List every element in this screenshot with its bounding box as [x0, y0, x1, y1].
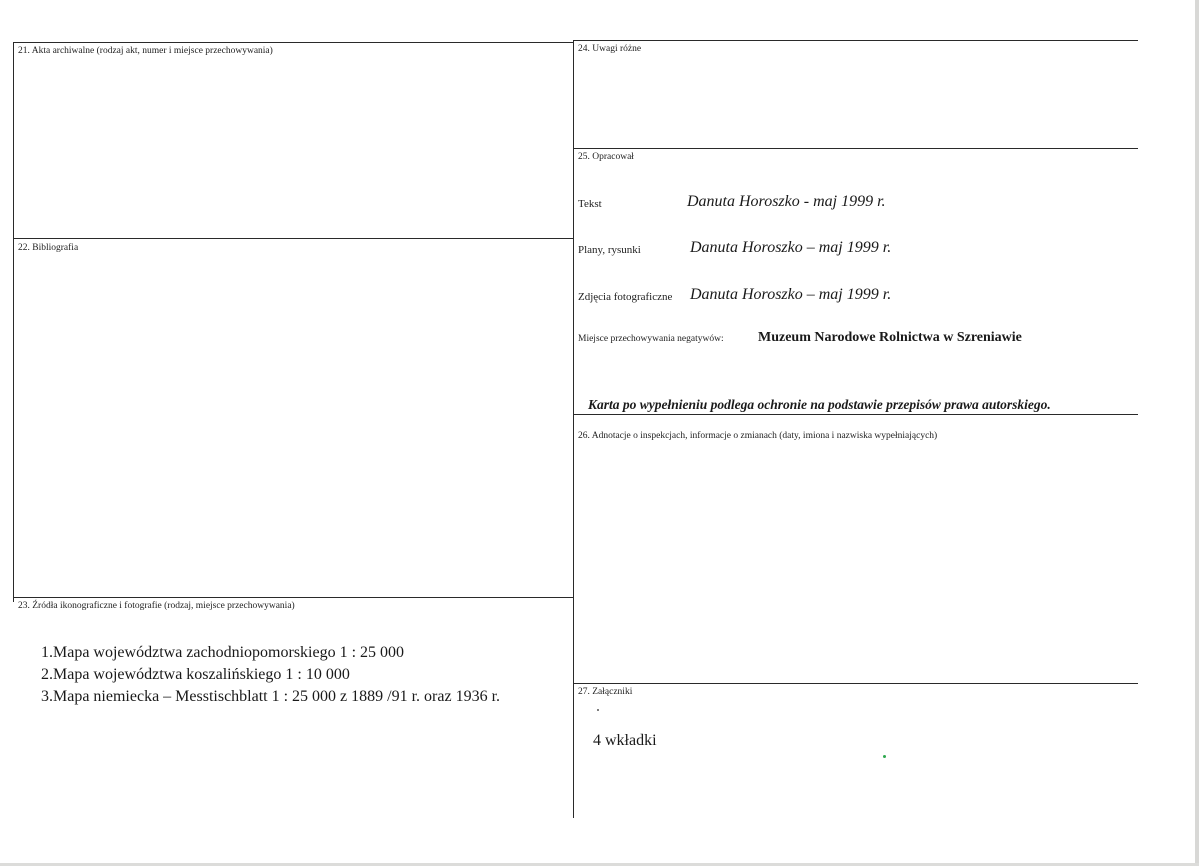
scan-speck	[883, 755, 886, 758]
section-22-label: 22. Bibliografia	[18, 243, 79, 253]
tekst-label: Tekst	[578, 198, 602, 210]
section-23-entry-1: 1.Mapa województwa zachodniopomorskiego 1 : 25 000	[41, 644, 405, 661]
section-23-entry-3: 3.Mapa niemiecka – Messtischblatt 1 : 25 000 z 1889 /91 r. oraz 1936 r.	[41, 688, 501, 705]
section-24-label: 24. Uwagi różne	[578, 44, 642, 54]
negatywy-label: Miejsce przechowywania negatywów:	[578, 334, 724, 344]
plany-value: Danuta Horoszko – maj 1999 r.	[690, 239, 892, 256]
rule-top-left	[13, 42, 573, 43]
copyright-notice: Karta po wypełnieniu podlega ochronie na podstawie przepisów prawa autorskiego.	[588, 397, 1051, 412]
section-26-label: 26. Adnotacje o inspekcjach, informacje o zmianach (daty, imiona i nazwiska wypełniających)	[578, 431, 938, 441]
tekst-value: Danuta Horoszko - maj 1999 r.	[687, 193, 886, 210]
section-21-label: 21. Akta archiwalne (rodzaj akt, numer i miejsce przechowywania)	[18, 46, 273, 56]
rule-top-right	[573, 40, 1138, 41]
section-23-label: 23. Źródła ikonograficzne i fotografie (rodzaj, miejsce przechowywania)	[18, 601, 295, 611]
rule-26-27	[573, 683, 1138, 684]
scan-speck	[597, 709, 599, 711]
plany-label: Plany, rysunki	[578, 244, 641, 256]
scan-edge-right	[1195, 0, 1199, 866]
section-27-label: 27. Załączniki	[578, 687, 633, 697]
rule-center-vertical	[573, 40, 574, 818]
section-27-value: 4 wkładki	[593, 732, 657, 749]
section-23-entry-2: 2.Mapa województwa koszalińskiego 1 : 10 000	[41, 666, 350, 683]
zdjecia-label: Zdjęcia fotograficzne	[578, 291, 673, 303]
rule-24-25	[573, 148, 1138, 149]
rule-left-vertical-b	[13, 242, 14, 602]
section-25-label: 25. Opracował	[578, 152, 634, 162]
rule-25-26	[573, 414, 1138, 415]
rule-21-22	[13, 238, 573, 239]
rule-left-vertical-a	[13, 42, 14, 242]
zdjecia-value: Danuta Horoszko – maj 1999 r.	[690, 286, 892, 303]
negatywy-value: Muzeum Narodowe Rolnictwa w Szreniawie	[758, 330, 1022, 345]
rule-22-23	[13, 597, 573, 598]
